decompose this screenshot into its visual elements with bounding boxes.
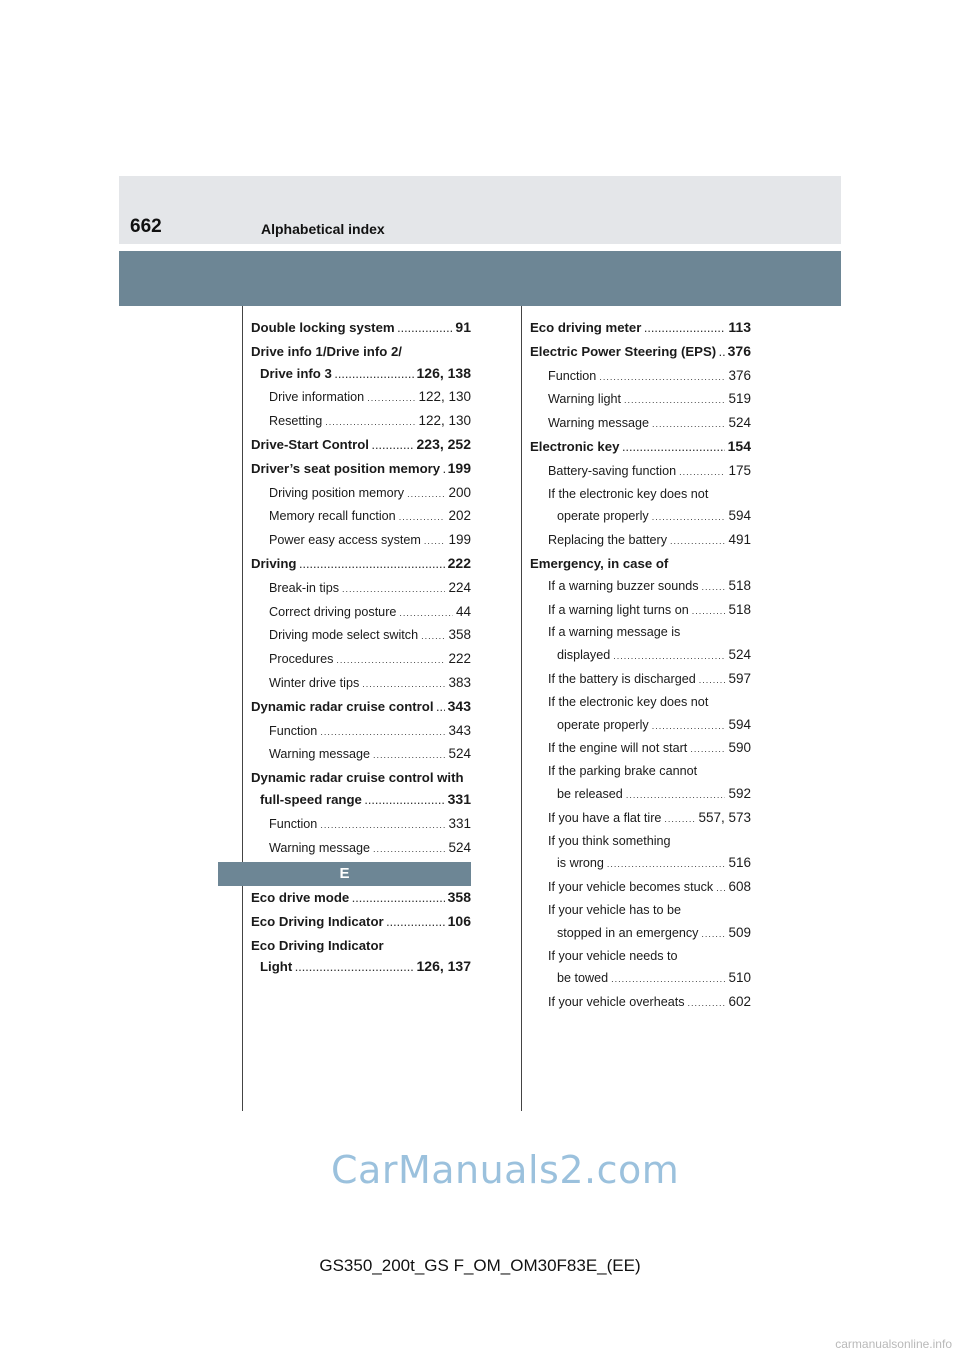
dot-leader <box>437 698 445 720</box>
index-entry-term: Double locking system <box>251 320 395 335</box>
dot-leader <box>626 785 726 807</box>
index-entry-term: If the electronic key does not <box>548 694 709 709</box>
index-entry <box>530 831 751 853</box>
dot-leader <box>365 791 445 813</box>
index-entry-page: 597 <box>728 670 751 686</box>
index-entry-page: 202 <box>448 508 471 524</box>
page-section-title: Alphabetical index <box>261 221 385 237</box>
index-entry-page: 516 <box>728 855 751 871</box>
index-entry-term: Break-in tips <box>269 580 339 595</box>
index-entry-page: 199 <box>448 532 471 548</box>
index-entry-term: Drive info 3 <box>260 365 332 381</box>
index-entry <box>530 900 751 922</box>
dot-leader <box>373 745 445 767</box>
index-entry-page: 602 <box>728 994 751 1010</box>
index-entry <box>251 956 471 980</box>
index-entry <box>530 622 751 644</box>
index-entry <box>530 575 751 599</box>
index-entry-page: 557, 573 <box>698 809 751 825</box>
dot-leader <box>295 958 413 980</box>
index-entry-term: Eco Driving Indicator <box>251 913 384 929</box>
index-entry-page: 223, 252 <box>416 435 471 452</box>
dot-leader <box>299 555 444 577</box>
index-entry-term: Warning message <box>269 840 371 855</box>
dot-leader <box>644 319 725 341</box>
dot-leader <box>373 839 445 861</box>
index-entry-term: Drive info 1/Drive info 2/ <box>251 343 402 359</box>
index-entry-page: 154 <box>727 437 751 454</box>
index-entry-term: operate properly <box>557 717 649 732</box>
dot-leader <box>387 913 445 935</box>
dot-leader <box>336 650 445 672</box>
section-letter-heading: E <box>218 862 471 886</box>
index-entry-page: 524 <box>448 746 471 762</box>
index-entry <box>251 482 471 506</box>
index-entry-term: Light <box>260 959 293 975</box>
index-entry-term: Function <box>548 368 597 383</box>
index-entry-term: Eco drive mode <box>251 890 350 905</box>
index-entry <box>251 887 471 911</box>
index-entry-term: Function <box>269 723 318 738</box>
dot-leader <box>664 809 695 831</box>
index-entry <box>251 529 471 553</box>
dot-leader <box>320 815 445 837</box>
index-entry-page: 519 <box>728 391 751 407</box>
index-entry <box>530 505 751 529</box>
index-entry <box>251 813 471 837</box>
index-entry <box>251 720 471 744</box>
index-entry-page: 592 <box>728 785 751 801</box>
index-entry-page: 590 <box>728 740 751 756</box>
index-entry-page: 331 <box>448 815 471 831</box>
index-column-right <box>530 317 751 1015</box>
dot-leader <box>424 531 446 553</box>
index-entry <box>251 789 471 813</box>
index-entry-page: 594 <box>728 508 751 524</box>
dot-leader <box>421 626 445 648</box>
dot-leader <box>407 484 445 506</box>
index-entry-page: 491 <box>728 532 751 548</box>
index-entry-term: Emergency, in case of <box>530 555 669 571</box>
index-entry-term: Driving position memory <box>269 485 405 500</box>
index-entry <box>251 458 471 482</box>
dot-leader <box>716 878 725 900</box>
index-entry <box>530 460 751 484</box>
index-entry <box>251 837 471 861</box>
index-entry-page: 524 <box>728 647 751 663</box>
index-entry-term: stopped in an emergency <box>557 925 699 940</box>
dot-leader <box>398 319 453 341</box>
index-entry <box>251 577 471 601</box>
index-entry-page: 358 <box>447 889 471 905</box>
index-entry-term: If a warning light turns on <box>548 602 689 617</box>
index-entry <box>251 341 471 363</box>
index-entry <box>251 601 471 625</box>
index-entry-page: 122, 130 <box>418 413 471 429</box>
index-entry-page: 222 <box>448 651 471 667</box>
index-entry-term: If your vehicle becomes stuck <box>548 880 714 895</box>
index-entry-page: 91 <box>455 319 471 335</box>
index-entry-term: Warning message <box>269 747 371 762</box>
index-entry-term: If your vehicle has to be <box>548 902 682 917</box>
index-entry-page: 594 <box>728 716 751 732</box>
index-entry-page: 518 <box>728 601 751 617</box>
index-entry-page: 200 <box>448 484 471 500</box>
index-entry-page: 608 <box>728 879 751 895</box>
page-number: 662 <box>130 216 162 237</box>
index-entry <box>530 737 751 761</box>
index-entry <box>530 668 751 692</box>
dot-leader <box>443 460 445 482</box>
index-entry-page: 106 <box>447 912 471 929</box>
index-entry-page: 524 <box>448 839 471 855</box>
index-column-left-top <box>251 317 471 882</box>
index-entry-term: Procedures <box>269 652 334 667</box>
index-entry-page: 510 <box>728 970 751 986</box>
index-entry-page: 518 <box>728 577 751 593</box>
index-entry <box>530 317 751 341</box>
index-entry-page: 376 <box>727 342 751 359</box>
index-entry-term: If the battery is discharged <box>548 671 696 686</box>
index-entry <box>251 648 471 672</box>
index-entry <box>530 599 751 623</box>
dot-leader <box>599 367 725 389</box>
dot-leader <box>372 436 414 458</box>
index-entry-term: Eco Driving Indicator <box>251 937 384 953</box>
index-entry-term: displayed <box>557 648 611 663</box>
index-entry <box>530 529 751 553</box>
footer-watermark: carmanualsonline.info <box>835 1337 952 1351</box>
index-entry-page: 122, 130 <box>418 389 471 405</box>
index-entry-page: 224 <box>448 579 471 595</box>
index-entry-term: Dynamic radar cruise control <box>251 698 434 714</box>
dot-leader <box>367 388 415 410</box>
index-entry <box>251 935 471 957</box>
index-entry-term: Winter drive tips <box>269 675 360 690</box>
dot-leader <box>701 924 725 946</box>
dot-leader <box>652 414 725 436</box>
index-entry-term: Warning message <box>548 416 650 431</box>
index-entry-page: 343 <box>448 722 471 738</box>
dot-leader <box>624 390 725 412</box>
index-entry <box>251 386 471 410</box>
index-entry-term: Electric Power Steering (EPS) <box>530 343 717 359</box>
index-entry <box>251 410 471 434</box>
index-entry <box>530 553 751 575</box>
index-entry <box>530 341 751 365</box>
index-entry <box>251 624 471 648</box>
index-entry-term: be towed <box>557 971 609 986</box>
dot-leader <box>702 577 726 599</box>
index-entry-page: 199 <box>447 459 471 476</box>
index-entry-term: Dynamic radar cruise control with <box>251 770 464 786</box>
index-entry-page: 343 <box>447 697 471 714</box>
dot-leader <box>692 601 726 623</box>
index-entry <box>530 436 751 460</box>
index-entry-page: 113 <box>728 319 751 335</box>
index-entry-term: is wrong <box>557 856 604 871</box>
index-entry <box>251 317 471 341</box>
footer-document-code: GS350_200t_GS F_OM_OM30F83E_(EE) <box>319 1256 641 1275</box>
index-entry <box>251 553 471 577</box>
index-entry-term: If a warning buzzer sounds <box>548 578 699 593</box>
index-entry-term: Drive information <box>269 390 365 405</box>
dot-leader <box>652 507 726 529</box>
header-band <box>119 176 841 244</box>
index-entry-term: Replacing the battery <box>548 533 668 548</box>
index-entry-page: 175 <box>728 462 751 478</box>
index-entry-term: If the parking brake cannot <box>548 764 698 779</box>
index-entry-term: If the engine will not start <box>548 741 688 756</box>
dot-leader <box>399 603 453 625</box>
index-entry <box>530 412 751 436</box>
index-entry <box>251 434 471 458</box>
index-entry-term: If you think something <box>548 833 671 848</box>
index-entry-term: If your vehicle needs to <box>548 948 678 963</box>
dot-leader <box>688 993 726 1015</box>
dot-leader <box>611 969 725 991</box>
dot-leader <box>320 722 445 744</box>
watermark-logo: CarManuals2.com <box>331 1148 680 1192</box>
index-entry-page: 44 <box>455 603 471 619</box>
index-entry <box>251 743 471 767</box>
index-column-left-bottom <box>251 887 471 980</box>
dot-leader <box>362 674 445 696</box>
index-entry-term: Function <box>269 816 318 831</box>
index-entry <box>530 922 751 946</box>
dot-leader <box>719 343 724 365</box>
index-entry-term: Memory recall function <box>269 509 396 524</box>
dot-leader <box>622 438 724 460</box>
dot-leader <box>699 670 726 692</box>
dot-leader <box>342 579 445 601</box>
index-entry-page: 376 <box>728 367 751 383</box>
index-entry-term: Driving mode select switch <box>269 628 419 643</box>
index-entry <box>530 714 751 738</box>
index-entry <box>251 505 471 529</box>
column-divider-left <box>242 306 243 1111</box>
index-entry-term: Electronic key <box>530 438 620 454</box>
index-entry <box>251 767 471 789</box>
dot-leader <box>652 716 726 738</box>
index-entry-term: Warning light <box>548 392 622 407</box>
index-entry <box>530 484 751 506</box>
index-entry-term: If you have a flat tire <box>548 810 662 825</box>
index-entry-page: 126, 138 <box>416 364 471 381</box>
dot-leader <box>335 365 414 387</box>
dot-leader <box>670 531 725 553</box>
index-entry-term: If a warning message is <box>548 625 681 640</box>
column-divider-middle <box>521 306 522 1111</box>
dot-leader <box>690 739 725 761</box>
header-accent-bar <box>119 251 841 306</box>
index-entry-term: Driver’s seat position memory <box>251 460 441 476</box>
index-entry-term: be released <box>557 786 623 801</box>
index-entry-term: operate properly <box>557 509 649 524</box>
index-entry <box>251 363 471 387</box>
index-entry <box>530 967 751 991</box>
index-entry-term: Driving <box>251 555 297 571</box>
index-entry-term: If the electronic key does not <box>548 486 709 501</box>
index-entry-page: 358 <box>448 627 471 643</box>
index-entry-page: 383 <box>448 674 471 690</box>
index-entry <box>530 692 751 714</box>
index-entry <box>530 876 751 900</box>
index-entry-page: 331 <box>447 790 471 807</box>
dot-leader <box>613 646 725 668</box>
index-entry <box>530 991 751 1015</box>
index-entry-page: 509 <box>728 924 751 940</box>
index-entry <box>530 761 751 783</box>
index-entry-term: If your vehicle overheats <box>548 995 685 1010</box>
index-entry-term: Drive-Start Control <box>251 436 369 452</box>
dot-leader <box>607 854 726 876</box>
dot-leader <box>352 889 444 911</box>
index-entry <box>530 783 751 807</box>
index-entry-term: full-speed range <box>260 791 362 807</box>
index-entry-term: Power easy access system <box>269 533 421 548</box>
index-entry <box>530 946 751 968</box>
index-entry <box>251 672 471 696</box>
index-entry <box>251 696 471 720</box>
index-entry-term: Eco driving meter <box>530 320 642 335</box>
index-entry-term: Resetting <box>269 414 323 429</box>
index-entry <box>530 852 751 876</box>
dot-leader <box>679 462 725 484</box>
dot-leader <box>325 412 415 434</box>
index-entry <box>251 911 471 935</box>
dot-leader <box>399 507 446 529</box>
index-entry-term: Correct driving posture <box>269 604 397 619</box>
index-entry-term: Battery-saving function <box>548 463 677 478</box>
index-entry <box>530 807 751 831</box>
index-entry-page: 126, 137 <box>416 958 471 975</box>
index-entry-page: 524 <box>728 415 751 431</box>
index-entry <box>530 365 751 389</box>
index-entry <box>530 388 751 412</box>
index-entry <box>530 644 751 668</box>
index-entry-page: 222 <box>447 554 471 571</box>
